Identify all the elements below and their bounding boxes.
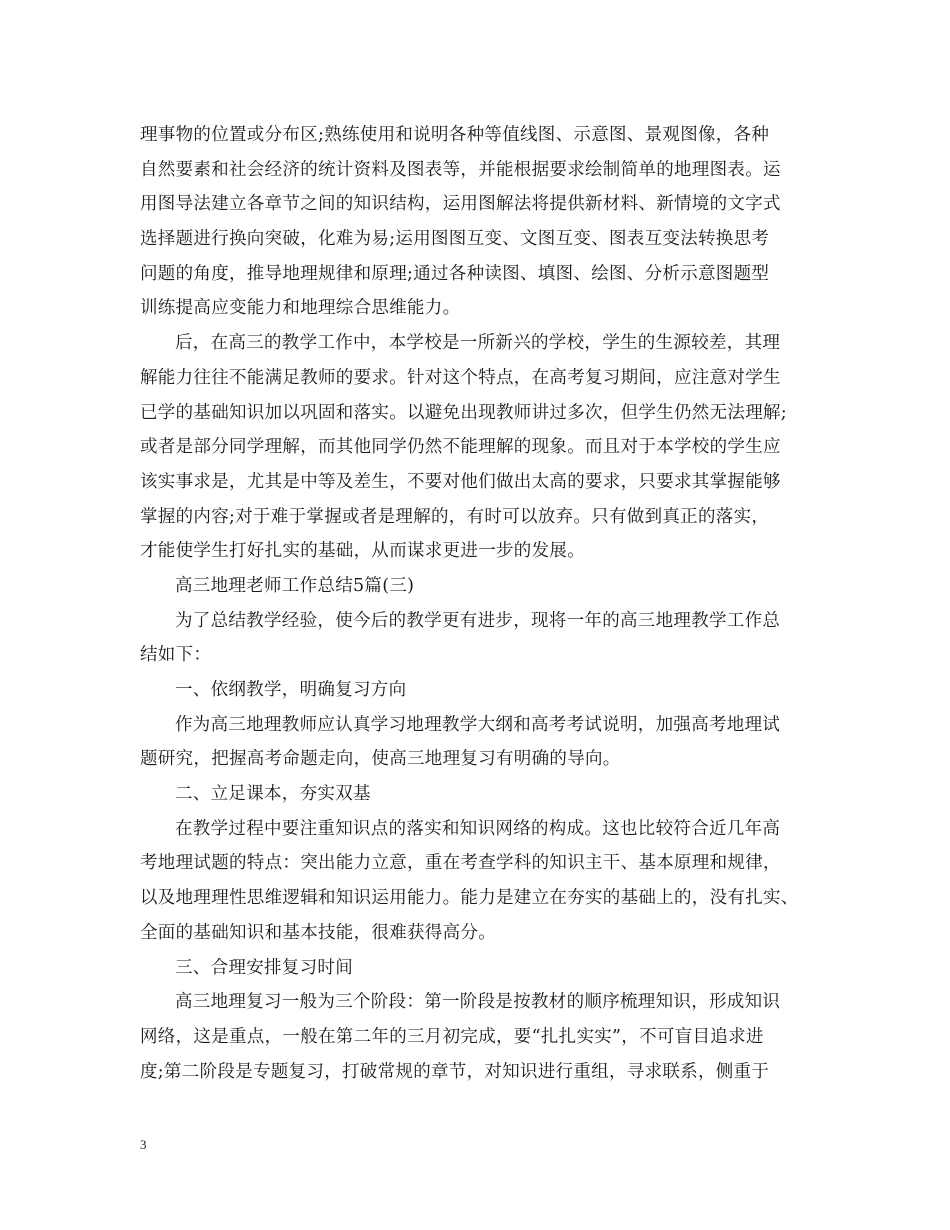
text-line: 考地理试题的特点：突出能力立意，重在考查学科的知识主干、基本原理和规律， (140, 853, 781, 874)
document-body (140, 118, 820, 1089)
text-line: 全面的基础知识和基本技能，很难获得高分。 (140, 922, 496, 943)
text-line: 网络，这是重点，一般在第二年的三月初完成，要“扎扎实实”，不可盲目追求进 (140, 1026, 764, 1047)
text-line: 训练提高应变能力和地理综合思维能力。 (140, 298, 461, 319)
text-line: 理事物的位置或分布区;熟练使用和说明各种等值线图、示意图、景观图像，各种 (140, 125, 770, 145)
text-line: 已学的基础知识加以巩固和落实。以避免出现教师讲过多次，但学生仍然无法理解; (140, 402, 787, 423)
text-line: 或者是部分同学理解，而其他同学仍然不能理解的现象。而且对于本学校的学生应 (140, 437, 781, 458)
text-line: 掌握的内容;对于难于掌握或者是理解的，有时可以放弃。只有做到真正的落实， (140, 506, 770, 527)
text-line: 该实事求是，尤其是中等及差生，不要对他们做出太高的要求，只要求其掌握能够 (140, 471, 781, 492)
text-line: 选择题进行换向突破，化难为易;运用图图互变、文图互变、图表互变法转换思考 (140, 229, 770, 250)
text-line: 才能使学生打好扎实的基础，从而谋求更进一步的发展。 (140, 541, 585, 562)
text-line: 自然要素和社会经济的统计资料及图表等，并能根据要求绘制简单的地理图表。运 (140, 159, 781, 180)
text-line: 解能力往往不能满足教师的要求。针对这个特点，在高考复习期间，应注意对学生 (140, 367, 781, 388)
text-line: 在教学过程中要注重知识点的落实和知识网络的构成。这也比较符合近几年高 (175, 818, 781, 839)
text-line: 结如下： (140, 645, 212, 666)
text-line: 用图导法建立各章节之间的知识结构，运用图解法将提供新材料、新情境的文字式 (140, 194, 781, 215)
text-line: 后，在高三的教学工作中，本学校是一所新兴的学校，学生的生源较差，其理 (175, 333, 781, 354)
text-line: 高三地理老师工作总结5篇(三) (175, 575, 415, 596)
text-line: 一、依纲教学，明确复习方向 (175, 680, 407, 700)
page-number: 3 (140, 1137, 147, 1152)
text-line: 三、合理安排复习时间 (175, 957, 353, 978)
text-line: 为了总结教学经验，使今后的教学更有进步，现将一年的高三地理教学工作总 (175, 610, 781, 631)
text-line: 二、立足课本，夯实双基 (175, 784, 371, 805)
text-line: 问题的角度，推导地理规律和原理;通过各种读图、填图、绘图、分析示意图题型 (140, 263, 770, 284)
text-line: 作为高三地理教师应认真学习地理教学大纲和高考考试说明，加强高考地理试 (175, 714, 781, 735)
text-line: 题研究，把握高考命题走向，使高三地理复习有明确的导向。 (140, 749, 621, 770)
text-line: 高三地理复习一般为三个阶段：第一阶段是按教材的顺序梳理知识，形成知识 (175, 992, 781, 1013)
text-line: 度;第二阶段是专题复习，打破常规的章节，对知识进行重组，寻求联系，侧重于 (140, 1061, 770, 1082)
text-line: 以及地理理性思维逻辑和知识运用能力。能力是建立在夯实的基础上的，没有扎实、 (140, 888, 799, 909)
